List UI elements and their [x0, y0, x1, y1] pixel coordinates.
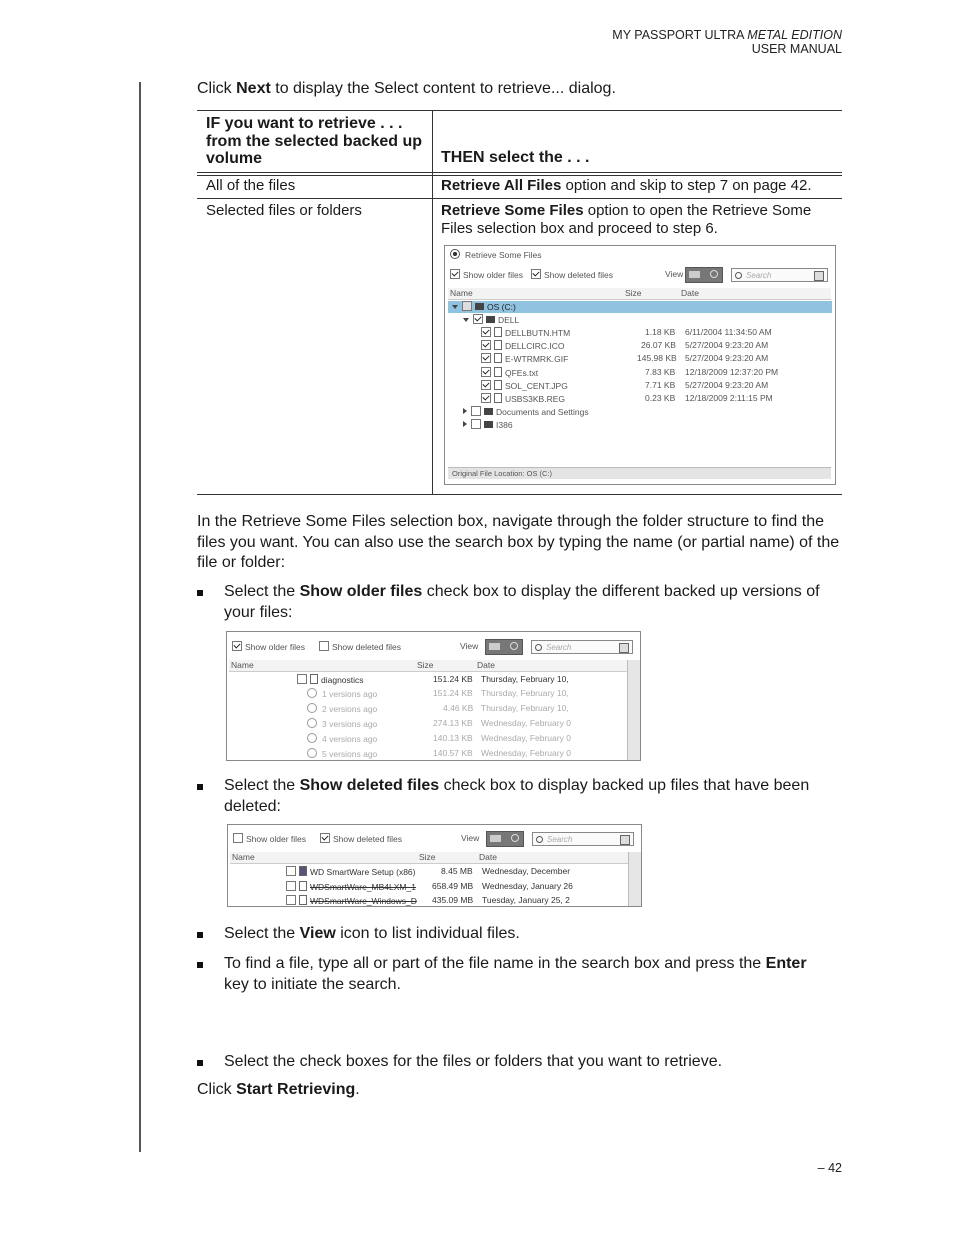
checkbox-icon: [286, 895, 296, 905]
navigation-paragraph: In the Retrieve Some Files selection box, navigate through the folder structure to find the files you want. You can also use the search box by typing the name (or partial name) of the file or folder:: [197, 513, 840, 571]
view-icon: [685, 267, 723, 283]
bullet-icon: [197, 1060, 203, 1066]
file-row[interactable]: DELLBUTN.HTM 1.18 KB 6/11/2004 11:34:50 AM: [481, 327, 831, 340]
file-icon: [299, 895, 307, 905]
version-row[interactable]: 2 versions ago 4.46 KB Thursday, February 10,: [307, 703, 627, 718]
checkbox-icon: [471, 406, 481, 416]
checkbox-icon: [481, 327, 491, 337]
file-icon: [299, 881, 307, 891]
expand-icon: [463, 421, 467, 427]
table-col2-header: THEN select the . . .: [441, 149, 590, 166]
show-older-checkbox[interactable]: Show older files: [232, 641, 305, 653]
file-icon: [494, 340, 502, 350]
file-row[interactable]: USBS3KB.REG 0.23 KB 12/18/2009 2:11:15 PM: [481, 393, 831, 406]
bullet-icon: [197, 932, 203, 938]
status-bar: Original File Location: OS (C:): [448, 467, 831, 479]
clear-icon: [620, 835, 630, 845]
column-header: Name Size Date: [230, 852, 628, 864]
table-row1-c1: All of the files: [206, 177, 296, 194]
margin-bar: [139, 82, 141, 1152]
version-row[interactable]: 4 versions ago 140.13 KB Wednesday, February 0: [307, 733, 627, 748]
checkbox-icon: [481, 367, 491, 377]
file-row[interactable]: WDSmartWare_MB4LXM_1 658.49 MB Wednesday, January 26: [286, 881, 626, 896]
header-line1: MY PASSPORT ULTRA METAL EDITION: [612, 28, 842, 42]
scrollbar[interactable]: [627, 660, 640, 760]
tree-row-documents[interactable]: Documents and Settings: [463, 406, 589, 418]
tree-row-dell[interactable]: DELL: [463, 314, 519, 326]
table-row-rule: [197, 198, 842, 199]
checkbox-icon: [481, 353, 491, 363]
radio-icon: [307, 703, 317, 713]
checkbox-icon: [232, 641, 242, 651]
file-icon: [494, 327, 502, 337]
bullet-icon: [197, 590, 203, 596]
checkbox-icon: [471, 419, 481, 429]
intro-text: Click Next to display the Select content to retrieve... dialog.: [197, 80, 616, 97]
file-row[interactable]: WDSmartWare_Windows_D 435.09 MB Tuesday, January 25, 2: [286, 895, 626, 907]
checkbox-icon: [297, 674, 307, 684]
file-icon: [494, 380, 502, 390]
file-icon: [494, 353, 502, 363]
column-header: Name Size Date: [229, 660, 627, 672]
drive-icon: [475, 303, 484, 310]
bullet-show-older: Select the Show older files check box to display the different backed up versions of your files:: [224, 583, 820, 621]
scrollbar[interactable]: [628, 852, 641, 906]
header-line2: USER MANUAL: [751, 42, 842, 56]
checkbox-icon: [320, 833, 330, 843]
show-deleted-checkbox[interactable]: Show deleted files: [531, 269, 613, 281]
radio-icon: [450, 249, 460, 259]
view-label: View: [460, 641, 479, 651]
file-row[interactable]: WD SmartWare Setup (x86) 8.45 MB Wednesday, December: [286, 866, 626, 881]
item-row[interactable]: diagnostics: [297, 674, 364, 686]
search-icon: [536, 836, 543, 843]
view-label: View: [461, 833, 480, 843]
table-row1-c2: Retrieve All Files option and skip to step 7 on page 42.: [441, 177, 812, 194]
checkbox-icon: [481, 380, 491, 390]
checkbox-icon: [233, 833, 243, 843]
page-number: – 42: [817, 1161, 842, 1175]
file-row[interactable]: DELLCIRC.ICO 26.07 KB 5/27/2004 9:23:20 AM: [481, 340, 831, 353]
clear-icon: [814, 271, 824, 281]
radio-icon: [307, 733, 317, 743]
version-row[interactable]: 1 versions ago 151.24 KB Thursday, February 10,: [307, 688, 627, 703]
view-icon: [485, 639, 523, 655]
file-icon: [494, 367, 502, 377]
table-header-rule: [197, 172, 842, 173]
final-instruction: Click Start Retrieving.: [197, 1081, 360, 1098]
running-header: [612, 28, 842, 56]
version-list: [307, 688, 627, 761]
tree-row-root[interactable]: OS (C:): [448, 301, 832, 313]
table-col-divider: [432, 110, 433, 495]
file-row[interactable]: QFEs.txt 7.83 KB 12/18/2009 12:37:20 PM: [481, 367, 831, 380]
expand-icon: [463, 318, 469, 322]
expand-icon: [452, 305, 458, 309]
version-row[interactable]: 5 versions ago 140.57 KB Wednesday, February 0: [307, 748, 627, 761]
checkbox-icon: [473, 314, 483, 324]
checkbox-icon: [286, 866, 296, 876]
tree-row-i386[interactable]: I386: [463, 419, 513, 431]
table-row2-c1: Selected files or folders: [206, 202, 362, 219]
search-icon: [735, 272, 742, 279]
column-header: Name Size Date: [448, 288, 831, 300]
radio-icon: [307, 748, 317, 758]
bullet-icon: [197, 962, 203, 968]
clear-icon: [619, 643, 629, 653]
folder-icon: [484, 421, 493, 428]
view-button[interactable]: [486, 830, 524, 848]
checkbox-icon: [319, 641, 329, 651]
expand-icon: [463, 408, 467, 414]
search-icon: [535, 644, 542, 651]
view-button[interactable]: [685, 266, 723, 284]
search-input[interactable]: Search: [531, 638, 633, 656]
table-top-rule: [197, 110, 842, 111]
file-row[interactable]: E-WTRMRK.GIF 145.98 KB 5/27/2004 9:23:20 AM: [481, 353, 831, 366]
search-input[interactable]: Search: [731, 266, 828, 284]
bullet-view: Select the View icon to list individual files.: [224, 925, 520, 942]
table-header-rule-2: [197, 175, 842, 176]
bullet-icon: [197, 784, 203, 790]
folder-icon: [486, 316, 495, 323]
show-older-checkbox[interactable]: Show older files: [450, 269, 523, 281]
view-button[interactable]: [485, 638, 523, 656]
bullet-search: To find a file, type all or part of the file name in the search box and press the Enter key to initiate the search.: [224, 955, 807, 993]
show-deleted-checkbox[interactable]: Show deleted files: [319, 641, 401, 653]
folder-icon: [484, 408, 493, 415]
file-icon: [310, 674, 318, 684]
radio-icon: [307, 688, 317, 698]
checkbox-icon: [481, 340, 491, 350]
show-deleted-checkbox[interactable]: Show deleted files: [320, 833, 402, 845]
checkbox-icon: [286, 881, 296, 891]
table-bottom-rule: [197, 494, 842, 495]
checkbox-icon: [462, 301, 472, 311]
setup-icon: [299, 866, 307, 876]
retrieve-some-files-screenshot: [444, 245, 836, 485]
file-row[interactable]: SOL_CENT.JPG 7.71 KB 5/27/2004 9:23:20 AM: [481, 380, 831, 393]
checkbox-icon: [531, 269, 541, 279]
file-icon: [494, 393, 502, 403]
table-row2-c2: Retrieve Some Files option to open the Retrieve Some Files selection box and proceed to step 6.: [441, 202, 812, 237]
bullet-checkboxes: Select the check boxes for the files or folders that you want to retrieve.: [224, 1053, 723, 1070]
version-row[interactable]: 3 versions ago 274.13 KB Wednesday, February 0: [307, 718, 627, 733]
file-list: [481, 327, 831, 406]
table-col1-header: IF you want to retrieve . . . from the selected backed up volume: [206, 115, 423, 167]
view-icon: [486, 831, 524, 847]
retrieve-some-radio[interactable]: Retrieve Some Files: [450, 249, 542, 261]
bullet-show-deleted: Select the Show deleted files check box to display backed up files that have been deleted:: [224, 777, 810, 815]
checkbox-icon: [450, 269, 460, 279]
radio-icon: [307, 718, 317, 728]
deleted-file-list: [286, 866, 626, 907]
show-older-files-screenshot: Show older files Show deleted files View Search Name Size Date diagnostics 151.24 KB Thursday, February 10, 1 versions ago 151.24 KB Thursday, February 10, 2 versions ago 4.46 KB Thursday, February 10, 3 versions ago 274.13 KB Wednesday, February 0 4 versions ago 140.13 KB Wednesday, February 0 5 versions ago 140.57 KB Wednesday, February 0: [226, 631, 641, 761]
search-input[interactable]: Search: [532, 830, 634, 848]
show-deleted-files-screenshot: [227, 824, 642, 907]
checkbox-icon: [481, 393, 491, 403]
view-label: View: [665, 269, 684, 279]
show-older-checkbox[interactable]: Show older files: [233, 833, 306, 845]
